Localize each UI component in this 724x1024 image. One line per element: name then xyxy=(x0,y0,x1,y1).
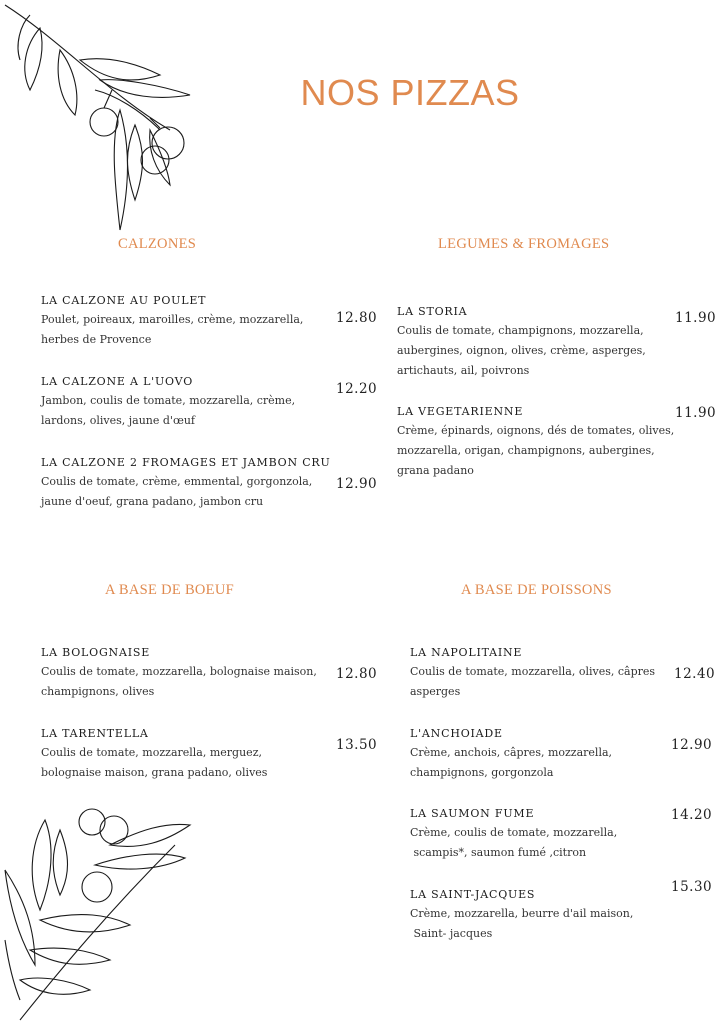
menu-item xyxy=(410,646,655,702)
item-price: 14.20 xyxy=(671,807,713,823)
item-desc: Poulet, poireaux, maroilles, crème, mozzarella, herbes de Provence xyxy=(41,313,304,346)
item-name: LA CALZONE AU POULET xyxy=(41,294,207,307)
menu-item xyxy=(397,405,674,481)
item-desc: Coulis de tomate, mozzarella, bolognaise maison, champignons, olives xyxy=(41,665,317,698)
menu-item xyxy=(41,727,267,783)
item-name: LA CALZONE 2 FROMAGES ET JAMBON CRU xyxy=(41,456,331,469)
menu-item xyxy=(397,305,646,381)
item-price: 12.80 xyxy=(336,310,378,326)
item-desc: Coulis de tomate, mozzarella, olives, câpres asperges xyxy=(410,665,656,698)
item-name: LA TARENTELLA xyxy=(41,727,149,740)
section-title-calzones: CALZONES xyxy=(118,236,197,252)
item-desc: Crème, anchois, câpres, mozzarella, champignons, gorgonzola xyxy=(410,746,613,779)
item-name: LA NAPOLITAINE xyxy=(410,646,523,659)
olive-branch-top-icon xyxy=(0,0,200,240)
item-price: 12.20 xyxy=(336,381,378,397)
item-name: L'ANCHOIADE xyxy=(410,727,503,740)
item-desc: Coulis de tomate, champignons, mozzarella, aubergines, oignon, olives, crème, asperges, artichauts, ail, poivrons xyxy=(397,324,646,377)
item-price: 15.30 xyxy=(671,879,713,895)
item-price: 12.90 xyxy=(671,737,713,753)
item-name: LA SAUMON FUME xyxy=(410,807,535,820)
item-price: 12.80 xyxy=(336,666,378,682)
item-price: 12.90 xyxy=(336,476,378,492)
item-desc: Coulis de tomate, mozzarella, merguez, bolognaise maison, grana padano, olives xyxy=(41,746,268,779)
item-name: LA BOLOGNAISE xyxy=(41,646,151,659)
menu-item xyxy=(410,807,617,863)
menu-item xyxy=(41,456,331,512)
item-desc: Crème, mozzarella, beurre d'ail maison, Saint- jacques xyxy=(410,907,634,940)
item-price: 11.90 xyxy=(675,310,717,326)
olive-branch-bottom-icon xyxy=(0,800,200,1024)
item-name: LA SAINT-JACQUES xyxy=(410,888,536,901)
item-name: LA VEGETARIENNE xyxy=(397,405,524,418)
menu-item xyxy=(410,727,612,783)
item-price: 11.90 xyxy=(675,405,717,421)
item-desc: Crème, coulis de tomate, mozzarella, scampis*, saumon fumé ,citron xyxy=(410,826,618,859)
section-title-legumes: LEGUMES & FROMAGES xyxy=(438,236,610,252)
item-desc: Jambon, coulis de tomate, mozzarella, crème, lardons, olives, jaune d'œuf xyxy=(41,394,296,427)
item-name: LA CALZONE A L'UOVO xyxy=(41,375,194,388)
item-name: LA STORIA xyxy=(397,305,468,318)
item-price: 12.40 xyxy=(674,666,716,682)
menu-item xyxy=(41,375,295,431)
menu-item xyxy=(41,294,303,350)
item-price: 13.50 xyxy=(336,737,378,753)
item-desc: Crème, épinards, oignons, dés de tomates, olives, mozzarella, origan, champignons, aubergines, grana padano xyxy=(397,424,675,477)
section-title-boeuf: A BASE DE BOEUF xyxy=(105,582,234,598)
menu-item xyxy=(410,888,633,944)
page-title: NOS PIZZAS xyxy=(300,72,520,113)
menu-item xyxy=(41,646,317,702)
item-desc: Coulis de tomate, crème, emmental, gorgonzola, jaune d'oeuf, grana padano, jambon cru xyxy=(41,475,313,508)
section-title-poissons: A BASE DE POISSONS xyxy=(461,582,612,598)
